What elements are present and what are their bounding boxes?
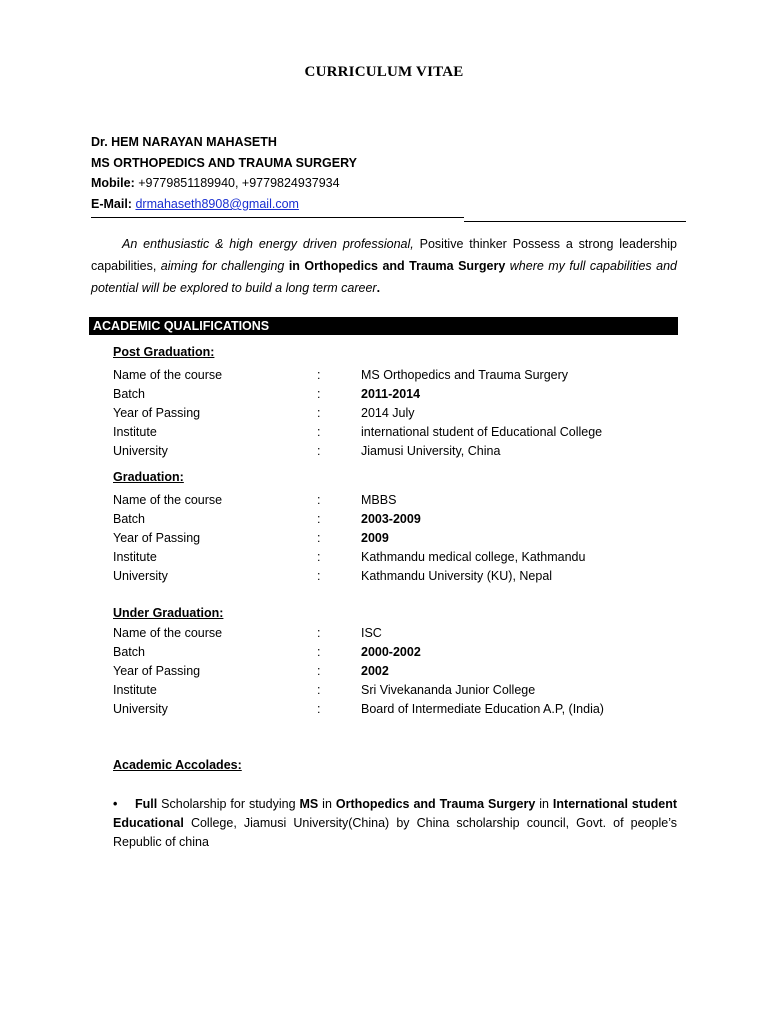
bullet-icon: • xyxy=(113,797,118,811)
row-label: Institute xyxy=(113,683,157,697)
row-label: University xyxy=(113,569,168,583)
row-colon: : xyxy=(317,368,321,382)
qualification-row xyxy=(113,567,678,586)
row-value: 2000-2002 xyxy=(361,645,421,659)
accolade-text-6: in xyxy=(535,797,553,811)
row-value: Board of Intermediate Education A.P, (India) xyxy=(361,702,604,716)
qualification-row xyxy=(113,662,678,681)
row-value: 2003-2009 xyxy=(361,512,421,526)
qualification-row xyxy=(113,510,678,529)
row-value: international student of Educational College xyxy=(361,425,603,439)
row-colon: : xyxy=(317,493,321,507)
row-label: Name of the course xyxy=(113,626,223,640)
row-label: Institute xyxy=(113,550,157,564)
subheading-graduation: Graduation: xyxy=(113,470,184,484)
mobile-line xyxy=(91,173,340,193)
row-value: MS Orthopedics and Trauma Surgery xyxy=(361,368,569,382)
candidate-degree-text: MS ORTHOPEDICS AND TRAUMA SURGERY xyxy=(91,156,357,170)
objective-part-5: where my full capabilities and potential will be explored to build a long term career xyxy=(91,259,677,295)
qualification-row xyxy=(113,366,678,385)
row-value: 2011-2014 xyxy=(361,387,421,401)
row-colon: : xyxy=(317,645,321,659)
row-label: University xyxy=(113,702,168,716)
qualification-row xyxy=(113,491,678,510)
row-label: Year of Passing xyxy=(113,406,201,420)
accolade-text-8: College, Jiamusi University(China) by China scholarship council, Govt. of people’s Republic of china xyxy=(113,816,677,849)
row-value: Kathmandu medical college, Kathmandu xyxy=(361,550,586,564)
qualification-row xyxy=(113,643,678,662)
page-title: CURRICULUM VITAE xyxy=(304,64,464,80)
row-label: Name of the course xyxy=(113,493,223,507)
qualification-row xyxy=(113,442,678,461)
objective-part-3: aiming for challenging xyxy=(160,259,285,273)
row-label: Institute xyxy=(113,425,157,439)
qualification-row xyxy=(113,548,678,567)
subheading-under-graduation: Under Graduation: xyxy=(113,606,224,620)
career-objective xyxy=(91,233,677,299)
row-colon: : xyxy=(317,425,321,439)
email-link[interactable]: drmahaseth8908@gmail.com xyxy=(135,197,299,211)
row-value: 2009 xyxy=(361,531,389,545)
row-value: 2002 xyxy=(361,664,389,678)
row-value: Kathmandu University (KU), Nepal xyxy=(361,569,553,583)
row-value: MBBS xyxy=(361,493,397,507)
accolade-text-5: Orthopedics and Trauma Surgery xyxy=(335,797,536,811)
objective-part-1: An enthusiastic & high energy driven professional, xyxy=(122,237,414,251)
section-header-academic: ACADEMIC QUALIFICATIONS xyxy=(89,317,678,335)
header-divider-right xyxy=(464,221,686,222)
qualification-row xyxy=(113,385,678,404)
accolade-text-1: Full xyxy=(135,797,158,811)
qualification-row xyxy=(113,624,678,643)
row-colon: : xyxy=(317,444,321,458)
row-value: Sri Vivekananda Junior College xyxy=(361,683,536,697)
row-colon: : xyxy=(317,387,321,401)
row-value: 2014 July xyxy=(361,406,415,420)
row-colon: : xyxy=(317,531,321,545)
qualification-row xyxy=(113,700,678,719)
row-value: Jiamusi University, China xyxy=(361,444,501,458)
accolade-text-7: International student Educational xyxy=(113,797,678,830)
accolade-text-4: in xyxy=(318,797,336,811)
candidate-name-text: Dr. HEM NARAYAN MAHASETH xyxy=(91,135,277,149)
row-colon: : xyxy=(317,626,321,640)
row-colon: : xyxy=(317,702,321,716)
objective-part-2: Positive thinker Possess a strong leadership capabilities, xyxy=(91,237,677,273)
row-label: Year of Passing xyxy=(113,531,201,545)
header-divider-left xyxy=(91,217,464,218)
row-label: Batch xyxy=(113,512,145,526)
row-colon: : xyxy=(317,683,321,697)
row-label: University xyxy=(113,444,168,458)
row-label: Year of Passing xyxy=(113,664,201,678)
qualification-row xyxy=(113,423,678,442)
email-line xyxy=(91,194,299,214)
row-value: ISC xyxy=(361,626,382,640)
candidate-name xyxy=(91,132,277,152)
subheading-post-graduation: Post Graduation: xyxy=(113,345,215,359)
objective-part-4: in Orthopedics and Trauma Surgery xyxy=(284,259,506,273)
qualification-row xyxy=(113,681,678,700)
row-colon: : xyxy=(317,512,321,526)
qualification-row xyxy=(113,529,678,548)
qualification-row xyxy=(113,404,678,423)
row-colon: : xyxy=(317,550,321,564)
subheading-academic-accolades: Academic Accolades: xyxy=(113,758,242,772)
row-label: Batch xyxy=(113,387,145,401)
row-label: Batch xyxy=(113,645,145,659)
accolade-text-3: MS xyxy=(299,797,319,811)
row-colon: : xyxy=(317,664,321,678)
row-label: Name of the course xyxy=(113,368,223,382)
candidate-degree xyxy=(91,153,357,173)
mobile-value: +9779851189940, +9779824937934 xyxy=(134,176,340,190)
objective-part-6: . xyxy=(376,281,381,295)
row-colon: : xyxy=(317,569,321,583)
mobile-label: Mobile: xyxy=(91,176,135,190)
accolade-text-2: Scholarship for studying xyxy=(157,797,300,811)
accolade-item xyxy=(113,795,677,852)
email-label: E-Mail: xyxy=(91,197,132,211)
row-colon: : xyxy=(317,406,321,420)
